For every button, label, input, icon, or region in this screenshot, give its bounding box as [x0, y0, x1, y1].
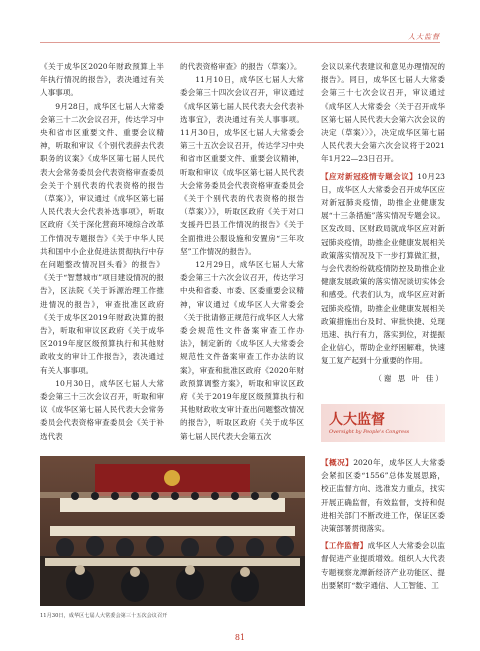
paragraph: 的代表资格审查》的报告（草案）》。: [180, 62, 302, 71]
paragraph: 会议以来代表建议和意见办理情况的报告》。同日，成华区七届人大常委会第三十七次会议召开，审议通过《成华区人大常委会〈关于召开成华区第七届人民代表大会第六次会议的决定（草案）〉》，决定成华区第七届人民代表大会第六次会议将于2021年1月22—23日召开。: [321, 62, 445, 164]
paragraph-text: 2020年，成华区人大常委会紧扣区委“1556”总体发展思路，校正监督方向、选准发力重点，找实开展正确监督，有效监督，支持和促进相关部门不断改进工作，保证区委决策部署贯彻落实。: [321, 458, 446, 534]
text-column-1: [40, 60, 164, 441]
section-banner: [321, 404, 445, 442]
paragraph: 《关于成华区2020年财政预算上半年执行情况的报告》，表决通过有关人事事项。: [40, 62, 164, 98]
text-column-2: [180, 60, 304, 465]
meeting-photo: [40, 456, 305, 606]
page-number: 81: [234, 633, 246, 642]
section-subtitle: Oversight by People's Congress: [329, 429, 410, 435]
photo-caption: 11月30日，成华区七届人大常委会第三十五次会议召开: [40, 613, 168, 619]
section-tag: 【工作监督】: [321, 541, 368, 551]
text-column-3-lower: [321, 456, 445, 626]
tagged-paragraph: [321, 170, 445, 368]
header-divider: [40, 42, 440, 43]
text-column-3: [321, 60, 446, 383]
paragraph-text: 成华区人大常委会以监督促进产业提质增效。组织人大代表专题视察龙潭新经济产业功能区、提出要紧盯“数字通信、人工智能、工: [321, 541, 445, 590]
running-header: 人大监督: [408, 33, 440, 41]
paragraph: 12月29日，成华区七届人大常委会第三十六次会议召开，传达学习中央和省委、市委、区委重要会议精神，审议通过《成华区人大常委会〈关于批请修正规范行成华区人大常委会规范性文件备案审查工作办法》，制定新的《成华区人大常委会规范性文件备案审查工作办法的议案》，审查和批准区政府《2020年财政预算调整方案》，听取和审议区政府《关于2019年度区级预算执行和其他财政收支审计查出问题整改情况的报告》，听取区政府《关于成华区第七届人民代表大会第五次: [180, 260, 304, 441]
section-tag: 【概况】: [321, 458, 354, 467]
paragraph: 11月10日，成华区七届人大常委会第三十四次会议召开，审议通过《成华区第七届人民代表大会代表补选事宜》，表决通过有关人事事项。11月30日，成华区七届人大常委会第三十五次会议召开，传达学习中央和省市区重要文件、重要会议精神，听取和审议《成华区第七届人民代表大会常务委员会代表资格审查委员会《关于个别代表的代表资格的报告（草案）》》，听取区政府《关于对口支援丹巴县工作情况的报告》《关于全面推进公服设施和安置房“三年攻坚”工作情况的报告》。: [180, 75, 304, 256]
author-credit: （谢 思 叶 佳）: [374, 373, 445, 383]
paragraph: 9月28日，成华区七届人大常委会第三十二次会议召开，传达学习中央和省市区重要文件、重要会议精神，听取和审议《个别代表辞去代表职务的议案》《成华区第七届人民代表大会常务委员会代表资格审查委员会关于个别代表的代表资格的报告（草案）》，审议通过《成华区第七届人民代表大会代表补选事项》，听取区政府《关于深化营商环境综合改革工作情况专题报告》《关于中华人民共和国中小企业促进法贯彻执行中存在问题整改情况回头看》的报告》《关于“智慧城市”项目建设情况的报告》，区法院《关于诉源治理工作推进情况的报告》，审查批准区政府《关于成华区2019年财政决算的报告》，听取和审议区政府《关于成华区2019年度区级预算执行和其他财政收支的审计工作报告》，表决通过有关人事事项。: [40, 101, 164, 375]
section-tag: 【应对新冠疫情专题会议】: [321, 171, 418, 181]
paragraph: 10月30日，成华区七届人大常委会第三十三次会议召开，听取和审议《成华区第七届人民代表大会常务委员会代表资格审查委员会《关于补选代表: [40, 378, 164, 441]
meeting-photo-illustration: [40, 456, 305, 606]
tagged-paragraph: [321, 539, 445, 592]
tagged-paragraph: [321, 456, 445, 535]
paragraph-text: 10月23日，成华区人大常委会召开成华区应对新冠肺炎疫情，助推企业健康发展“十三条措施”落实情况专题会议。区发改局、区财政局就成华区应对新冠肺炎疫情，助推企业健康发展相关政策落实情况及下一步打算做汇报，与会代表纷纷就疫情防控及助推企业健康发展政策的落实情况谈切实体会和感受。代表们认为，成华区应对新冠肺炎疫情，助推企业健康发展相关政策措施出台及时、审批快捷、兑现迅速、执行有力，落实到位，对提振企业信心，帮助企业纾困解难，快速复工复产起到十分重要的作用。: [321, 171, 446, 366]
section-title: 人大监督: [329, 412, 385, 428]
